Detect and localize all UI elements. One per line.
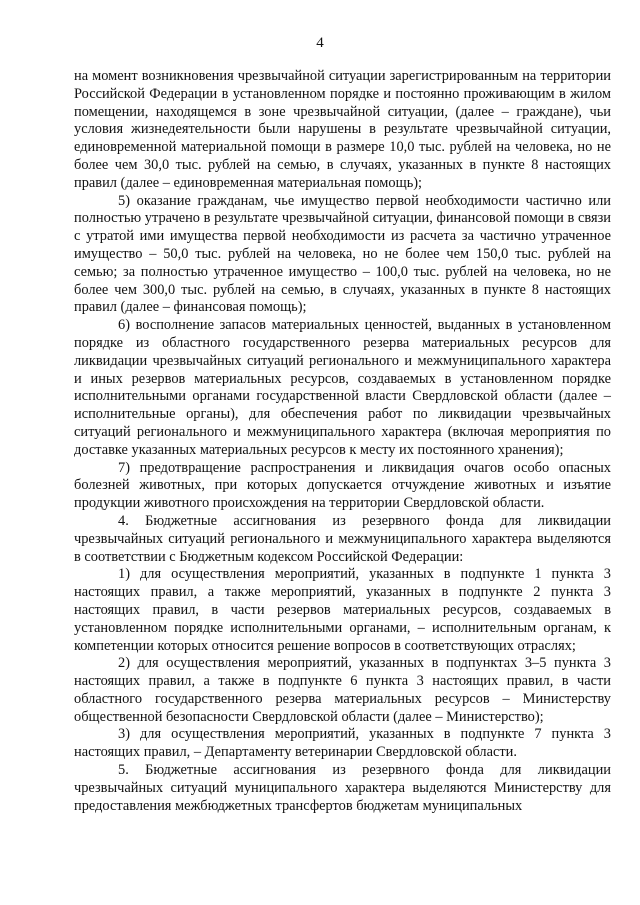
paragraph-clause-4-item-1: 1) для осуществления мероприятий, указанных в подпункте 1 пункта 3 настоящих правил, а также мероприятий, указанных в подпункте 2 пункта 3 настоящих правил, в части резервов материальных ресурсов, создаваемых в установленном порядке исполнительными органами, – исполнительным органам, к компетенции которых относится решение вопросов в соответствующих отраслях;: [74, 566, 611, 654]
paragraph-item-7: 7) предотвращение распространения и ликвидация очагов особо опасных болезней животных, при которых допускается отчуждение животных и изъятие продукции животного происхождения на территории Свердловской области.: [74, 459, 611, 512]
paragraph-clause-4-item-3: 3) для осуществления мероприятий, указанных в подпункте 7 пункта 3 настоящих правил, – Департаменту ветеринарии Свердловской области.: [74, 726, 611, 761]
paragraph-item-6: 6) восполнение запасов материальных ценностей, выданных в установленном порядке из областного государственного резерва материальных ресурсов для ликвидации чрезвычайных ситуаций регионального и межмуниципального характера и иных резервов материальных ресурсов, создаваемых в установленном порядке исполнительными органами государственной власти Свердловской области (далее – исполнительные органы), для обеспечения работ по ликвидации чрезвычайных ситуаций регионального и межмуниципального характера (включая мероприятия по доставке указанных материальных ресурсов к месту их постоянного хранения);: [74, 317, 611, 458]
paragraph-item-5: 5) оказание гражданам, чье имущество первой необходимости частично или полностью утрачено в результате чрезвычайной ситуации, финансовой помощи в связи с утратой ими имущества первой необходимости из расчета за частично утраченное имущество – 50,0 тыс. рублей на человека, но не более чем 150,0 тыс. рублей на семью; за полностью утраченное имущество – 100,0 тыс. рублей на человека, но не более чем 300,0 тыс. рублей на семью, в случаях, указанных в пункте 8 настоящих правил (далее – финансовая помощь);: [74, 192, 611, 316]
paragraph-continuation: на момент возникновения чрезвычайной ситуации зарегистрированным на территории Российской Федерации в установленном порядке и постоянно проживающим в жилом помещении, находящемся в зоне чрезвычайной ситуации, (далее – граждане), чьи условия жизнедеятельности были нарушены в результате чрезвычайной ситуации, единовременной материальной помощи в размере 10,0 тыс. рублей на человека, но не более чем 30,0 тыс. рублей на семью, в случаях, указанных в пункте 8 настоящих правил (далее – единовременная материальная помощь);: [74, 68, 611, 191]
paragraph-clause-4: 4. Бюджетные ассигнования из резервного фонда для ликвидации чрезвычайных ситуаций регионального и межмуниципального характера выделяются в соответствии с Бюджетным кодексом Российской Федерации:: [74, 512, 611, 565]
paragraph-clause-4-item-2: 2) для осуществления мероприятий, указанных в подпунктах 3–5 пункта 3 настоящих правил, а также в подпункте 6 пункта 3 настоящих правил, в части областного государственного резерва материальных ресурсов – Министерству общественной безопасности Свердловской области (далее – Министерство);: [74, 655, 611, 725]
page-number: 4: [316, 35, 324, 51]
document-body: [74, 68, 611, 815]
paragraph-clause-5: 5. Бюджетные ассигнования из резервного фонда для ликвидации чрезвычайных ситуаций муниципального характера выделяются Министерству для предоставления межбюджетных трансфертов бюджетам муниципальных: [74, 762, 611, 814]
